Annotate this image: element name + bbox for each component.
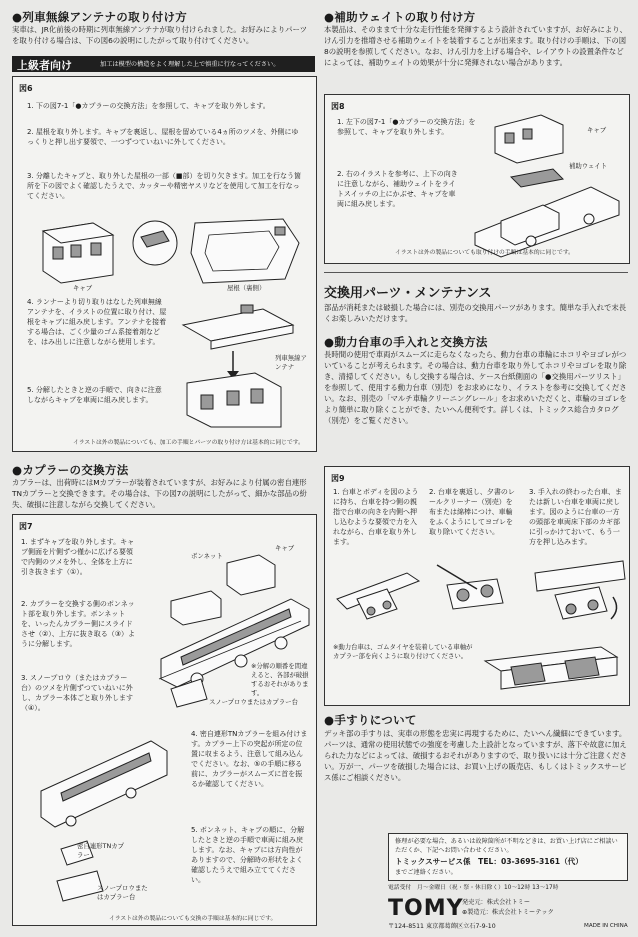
antenna-section-title: ●列車無線アンテナの取り付け方 — [12, 10, 188, 24]
fig6-caption-cab: キャブ — [73, 284, 93, 292]
cab-illustration — [43, 223, 113, 283]
figure-8-panel — [324, 94, 630, 264]
figure-9-panel — [324, 466, 630, 706]
figure-7-panel — [12, 514, 317, 926]
fig7-step-1: 1. まずキャブを取り外します。キャブ側面を片側ずつ僅かに広げる要領で内側のツメを外し、全体を上方に引き抜きます（①）。 — [21, 538, 135, 576]
fig6-footnote: イラストは外の製品についても、加工の手順とパーツの取り付け方は基本的に同じです。 — [73, 440, 304, 446]
figure-6-label: 図6 — [19, 84, 33, 93]
advanced-note: 加工は模型の構造をよく理解した上で慎重に行なってください。 — [100, 61, 280, 68]
fig7-caption-tn-coupler: 密自連形TNカプラー — [77, 842, 125, 859]
figure-8-label: 図8 — [331, 102, 345, 111]
motor-section-text: 長時間の使用で車両がスムーズに走らなくなったら、動力台車の車輪にホコリやヨゴレがついていることが考えられます。その場合は、動力台車を取り外してホコリやヨゴレを取り除き、清掃してください。もし交換する場合は、ケース台紙側面の「●交換用パーツリスト」を参照して、使用する動力台車（別売）をお求めになり、イラストを参考に交換してください。なお、別売の「マルチ車輪クリーニングレール」をお求めいただくと、車輪のヨゴレをより簡単に取り除くことができ、たいへん便利です。詳しくは、トミックス総合カタログ（別売）をご覧ください。 — [324, 350, 627, 425]
reattach-truck-illustration — [535, 561, 625, 619]
company-address: 〒124-8511 東京都葛飾区立石7-9-10 — [388, 923, 496, 930]
remove-truck-illustration — [337, 573, 419, 619]
clean-wheels-illustration — [437, 565, 503, 609]
fig9-truck-orientation-illustration — [481, 641, 621, 697]
motor-section-title: ●動力台車の手入れと交換方法 — [324, 335, 488, 349]
weight-section-title: ●補助ウェイトの取り付け方 — [324, 10, 476, 24]
fig7-caption-note: ※分解の順番を間違えると、各部が破損するおそれがあります。 — [251, 662, 309, 697]
service-contact-box — [388, 833, 628, 881]
antenna-section-text: 実車は、JR化前後の時期に列車無線アンテナが取り付けられました。お好みによりパーツを取り付ける場合は、下の図6の説明にしたがって取り付けてください。 — [12, 25, 307, 45]
phone-hours: 電話受付 月～金曜日（祝・祭・休日除く）10～12時 13～17時 — [388, 885, 559, 891]
advanced-label: 上級者向け — [17, 59, 72, 72]
contact-line-2: トミックスサービス係 TEL：03-3695-3161（代） — [395, 857, 583, 866]
figure-9-label: 図9 — [331, 474, 345, 483]
fig7-step-5: 5. ボンネット、キャブの順に、分解したときと逆の手順で車両に組み戻します。なお、キャブには方向性がありますので、分解時の形状をよく確認したうえで組み立ててください。 — [191, 826, 305, 884]
tomy-logo: TOMY — [388, 896, 464, 921]
fig9-step-3: 3. 手入れの終わった台車、または新しい台車を車両に戻します。図のように台車の一方の頭部を車両床下部のカギ部に引っかけておいて、もう一方を押し込みます。 — [529, 488, 622, 546]
zoom-detail-illustration — [133, 221, 177, 265]
fig8-caption-weight: 補助ウェイト — [569, 162, 608, 170]
fig6-caption-antenna: 列車無線アンテナ — [275, 354, 307, 371]
contact-line-1: 修理が必要な場合、あるいは故障箇所が不明などきは、お買い上げ店にご相談いただくか、下記へお問い合わせください。 — [395, 838, 618, 854]
fig6-step-3: 3. 分離したキャブと、取り外した屋根の一部（■部）を切り欠きます。加工を行なう箇所を下の図でよく確認したうえで、カッターや精密ヤスリなどを使用して加工を行なってください。 — [27, 172, 301, 200]
fig8-footnote: イラストは外の製品についても取り付けの手順は基本的に同じです。 — [395, 250, 574, 256]
fig7-caption-snowplow: スノープロウまたはカプラー台 — [209, 698, 298, 706]
fig7-footnote: イラストは外の製品についても交換の手順は基本的に同じです。 — [109, 916, 277, 922]
coupler-section-text: カプラーは、出荷時にはMカプラーが装着されていますが、お好みにより付属の密自連形TNカプラーと交換できます。その場合は、下の図7の説明にしたがって、細かな部品の紛失、破損に注意しながら交換してください。 — [12, 478, 307, 509]
figure-6-panel — [12, 76, 317, 452]
fig6-step-1: 1. 下の図7-1「●カプラーの交換方法」を参照して、キャブを取り外します。 — [27, 102, 270, 110]
fig6-step-4: 4. ランナーより切り取りはなした列車無線アンテナを、イラストの位置に取り付け、屋根をキャブに組み戻します。アンテナを接着する場合は、ごく少量のゴム系接着剤などを、はみ出しに注意しながら使用します。 — [27, 298, 167, 346]
fig9-note: ※動力台車は、ゴムタイヤを装着している車軸がカプラー部を向くように取り付けてください。 — [333, 643, 473, 660]
coupler-section-title: ●カプラーの交換方法 — [12, 463, 129, 477]
parts-section-text: 部品が消耗または破損した場合には、別売の交換用パーツがあります。簡単な手入れで末長くお楽しみいただけます。 — [324, 303, 627, 323]
fig7-caption-bonnet: ボンネット — [191, 552, 223, 560]
handrail-section-title: ●手すりについて — [324, 713, 417, 727]
advanced-banner — [12, 56, 315, 72]
roof-illustration — [191, 219, 299, 283]
maker-name: ⊕製造元：株式会社トミーテック — [462, 909, 554, 916]
fig6-step-5: 5. 分解したときと逆の手順で、向きに注意しながらキャブを車両に組み戻します。 — [27, 386, 162, 404]
fig8-caption-cab: キャブ — [587, 126, 607, 134]
fig9-step-1: 1. 台車とボディを図のように持ち、台車を持つ側の親指で台車の向きを内側へ押し込むような要領で力を入れながら、台車を取り外します。 — [333, 488, 419, 546]
contact-line-3: までご連絡ください。 — [395, 869, 457, 876]
seller-name: 発売元：株式会社トミー — [462, 899, 531, 906]
parts-section-title: 交換用パーツ・メンテナンス — [324, 286, 492, 301]
fig7-step-3: 3. スノープロウ（またはカプラー台）のツメを片側ずつていねいに外し、カプラー本体ごと取り外します（④）。 — [21, 674, 133, 712]
fig7-step-2: 2. カプラーを交換する側のボンネット部を取り外します。ボンネットを、いったんカプラー側にスライドさせ（②）、上方に抜き取る（③）ように分解します。 — [21, 600, 136, 648]
fig9-step-2: 2. 台車を裏返し、夕書のレールクリーナー（別売）を布または綿棒につけ、車輪をふくようにしてヨゴレを取り除いてください。 — [429, 488, 515, 536]
handrail-section-text: デッキ部の手すりは、実車の形態を忠実に再現するために、たいへん繊細にできています。パーツは、通常の使用状態での強度を考慮した上設計となっていますが、落下や故意に加えられた力などによっては、破損するおそれがありますので、取り扱いには十分ご注意ください。万が一、パーツを破損した場合には、お買い上げの販売店、もしくはトミックスサービス係にご相談ください。 — [324, 729, 627, 782]
figure-7-label: 図7 — [19, 522, 33, 531]
fig6-caption-roof: 屋根（裏側） — [227, 284, 266, 292]
fig9-cleaning-illustration — [327, 559, 627, 629]
fig6-step-2: 2. 屋根を取り外します。キャブを裏返し、屋根を留めている4ヵ所のツメを、外側にゆっくりと押し出す要領で、一つずつていねいに外してください。 — [27, 128, 299, 146]
fig7-caption-snowplow-2: スノープロウまたはカプラー台 — [97, 884, 148, 901]
fig7-caption-cab: キャブ — [275, 544, 295, 552]
fig7-step-4: 4. 密自連形TNカプラーを組み付けます。カプラー上下の突起が所定の位置に収まるよう、注意して組み込んでください。なお、⑤の手順に移る前に、カプラーがスムーズに首を振るか確認してください。 — [191, 730, 308, 788]
fig6-cab-roof-illustration — [13, 213, 316, 293]
fig8-step-2: 2. 右のイラストを参考に、上下の向きに注意しながら、補助ウェイトをライトスイッチの上にかぶせ、キャブを車両に組み戻します。 — [337, 170, 458, 208]
divider — [324, 272, 628, 273]
fig8-step-1: 1. 左下の図7-1「●カプラーの交換方法」を参照して、キャブを取り外します。 — [337, 118, 476, 136]
weight-section-text: 本製品は、そのままで十分な走行性能を発揮するよう設計されていますが、お好みにより、けん引力を推増させる補助ウェイトを装着することが出来ます。取り付けの手順は、下の図8の説明を参照してください。なお、けん引力を上げる場合や、レイアウトの設置条件などによっては、補助ウェイトの効果が十分に発揮されない場合があります。 — [324, 25, 628, 67]
made-in-label: MADE IN CHINA — [584, 923, 628, 929]
